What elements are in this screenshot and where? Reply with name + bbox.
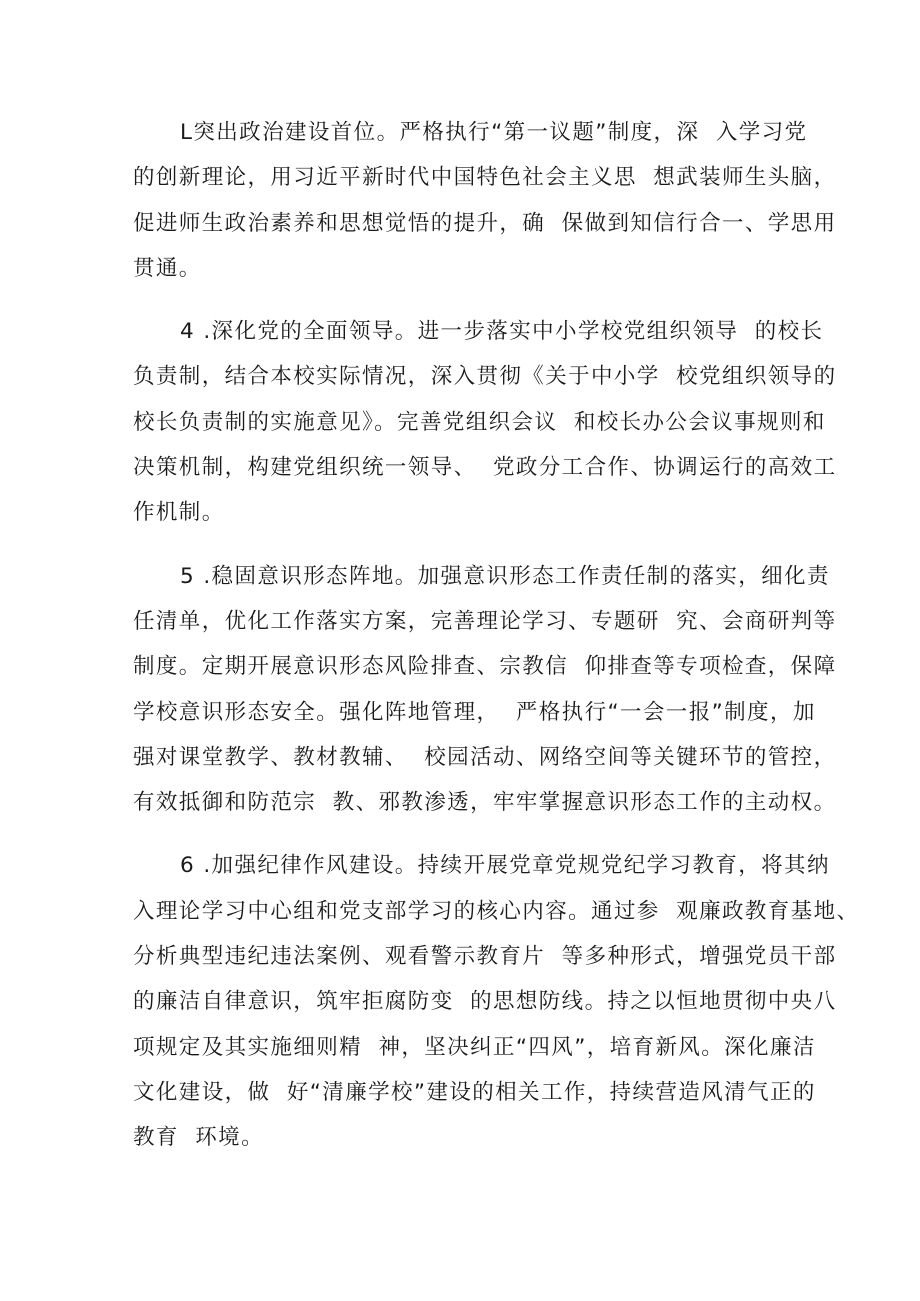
text-line: 5 .稳固意识形态阵地。加强意识形态工作责任制的落实，细化责 — [180, 563, 830, 589]
text-line: 贯通。 — [133, 255, 202, 281]
paragraph-political-construction — [133, 110, 837, 291]
text-line: 任清单，优化工作落实方案，完善理论学习、专题研 究、会商研判等 — [133, 608, 837, 634]
text-line: 作机制。 — [133, 500, 225, 526]
text-line: 项规定及其实施细则精 神，坚决纠正“四风”，培育新风。深化廉洁 — [133, 1034, 816, 1060]
text-line: 教育 环境。 — [133, 1125, 264, 1151]
text-line: 入理论学习中心组和党支部学习的核心内容。通过参 观廉政教育基地、 — [133, 898, 860, 924]
text-line: 6 .加强纪律作风建设。持续开展党章党规党纪学习教育，将其纳 — [180, 853, 830, 879]
text-line: 促进师生政治素养和思想觉悟的提升，确 保做到知信行合一、学思用 — [133, 210, 837, 236]
text-line: 的创新理论，用习近平新时代中国特色社会主义思 想武装师生头脑， — [133, 165, 837, 191]
paragraph-party-leadership — [133, 309, 837, 535]
document-body — [133, 110, 860, 1179]
paragraph-discipline — [133, 843, 860, 1160]
text-line: L突出政治建设首位。严格执行“第一议题”制度，深 入学习党 — [180, 120, 808, 145]
text-line: 强对课堂教学、教材教辅、 校园活动、网络空间等关键环节的管控， — [133, 744, 837, 770]
paragraph-ideology — [133, 554, 837, 826]
text-line: 负责制，结合本校实际情况，深入贯彻《关于中小学 校党组织领导的 — [133, 364, 837, 390]
text-line: 的廉洁自律意识，筑牢拒腐防变 的思想防线。持之以恒地贯彻中央八 — [133, 989, 837, 1015]
text-line: 学校意识形态安全。强化阵地管理， 严格执行“一会一报”制度，加 — [133, 699, 816, 725]
text-line: 决策机制，构建党组织统一领导、 党政分工合作、协调运行的高效工 — [133, 455, 837, 481]
text-line: 分析典型违纪违法案例、观看警示教育片 等多种形式，增强党员干部 — [133, 944, 837, 970]
text-line: 校长负责制的实施意见》。完善党组织会议 和校长办公会议事规则和 — [133, 409, 826, 435]
text-line: 有效抵御和防范宗 教、邪教渗透，牢牢掌握意识形态工作的主动权。 — [133, 790, 837, 816]
text-line: 4 .深化党的全面领导。进一步落实中小学校党组织领导 的校长 — [180, 319, 824, 345]
text-line: 制度。定期开展意识形态风险排查、宗教信 仰排查等专项检查，保障 — [133, 654, 837, 680]
text-line: 文化建设，做 好“清廉学校”建设的相关工作，持续营造风清气正的 — [133, 1079, 816, 1105]
